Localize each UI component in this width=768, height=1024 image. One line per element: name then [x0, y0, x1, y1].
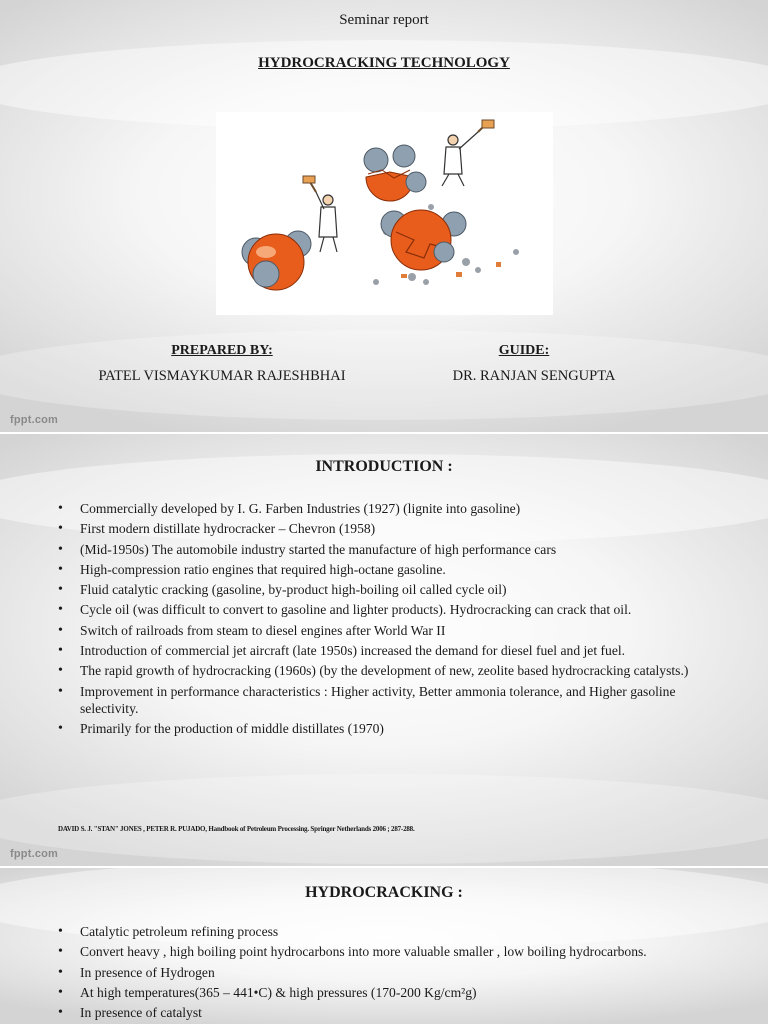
- prepared-by-label: PREPARED BY:: [171, 343, 273, 358]
- bullet-item: • Switch of railroads from steam to diesel engines after World War II: [58, 622, 698, 639]
- bullet-item: • Convert heavy , high boiling point hydrocarbons into more valuable smaller , low boiling hydrocarbons.: [58, 943, 698, 960]
- hydrocracking-bullet-list: [58, 923, 698, 1024]
- guide-name: DR. RANJAN SENGUPTA: [452, 368, 616, 384]
- bullet-item: • Fluid catalytic cracking (gasoline, by-product high-boiling oil called cycle oil): [58, 581, 698, 598]
- bullet-item: • The rapid growth of hydrocracking (1960s) (by the development of new, zeolite based hydrocracking catalysts.): [58, 662, 698, 679]
- report-title: HYDROCRACKING TECHNOLOGY: [258, 55, 510, 71]
- bullet-item: • In presence of Hydrogen: [58, 964, 698, 981]
- hydrocracking-illustration: [216, 112, 553, 315]
- bullet-item: • Improvement in performance characteristics : Higher activity, Better ammonia tolerance, and Higher gasoline selectivity.: [58, 683, 698, 717]
- slide-introduction: [0, 434, 768, 866]
- molecule-cracking-image: [216, 112, 553, 315]
- slide-title: [0, 0, 768, 432]
- slide-heading: INTRODUCTION :: [315, 458, 453, 475]
- bullet-item: • First modern distillate hydrocracker – Chevron (1958): [58, 520, 698, 537]
- introduction-bullet-list: [58, 500, 698, 740]
- slide-heading: HYDROCRACKING :: [305, 884, 463, 901]
- seminar-label: Seminar report: [339, 12, 429, 28]
- background-swoosh: [0, 774, 768, 864]
- bullet-item: • Catalytic petroleum refining process: [58, 923, 698, 940]
- bullet-item: • At high temperatures(365 – 441•C) & high pressures (170-200 Kg/cm²g): [58, 984, 698, 1001]
- prepared-by-name: PATEL VISMAYKUMAR RAJESHBHAI: [98, 368, 346, 384]
- fppt-watermark: fppt.com: [10, 414, 59, 426]
- bullet-item: • (Mid-1950s) The automobile industry started the manufacture of high performance cars: [58, 541, 698, 558]
- bullet-item: • High-compression ratio engines that required high-octane gasoline.: [58, 561, 698, 578]
- bullet-item: • In presence of catalyst: [58, 1004, 698, 1021]
- bullet-item: • Commercially developed by I. G. Farben Industries (1927) (lignite into gasoline): [58, 500, 698, 517]
- bullet-item: • Introduction of commercial jet aircraft (late 1950s) increased the demand for diesel fuel and jet fuel.: [58, 642, 698, 659]
- bullet-item: • Cycle oil (was difficult to convert to gasoline and lighter products). Hydrocracking can crack that oil.: [58, 601, 698, 618]
- fppt-watermark: fppt.com: [10, 848, 59, 860]
- bullet-item: • Primarily for the production of middle distillates (1970): [58, 720, 698, 737]
- slide-hydrocracking: [0, 868, 768, 1024]
- guide-label: GUIDE:: [498, 343, 550, 358]
- reference-citation: DAVID S. J. "STAN" JONES , PETER R. PUJADO, Handbook of Petroleum Processing. Springer Netherlands 2006 ; 287-288.: [58, 825, 415, 833]
